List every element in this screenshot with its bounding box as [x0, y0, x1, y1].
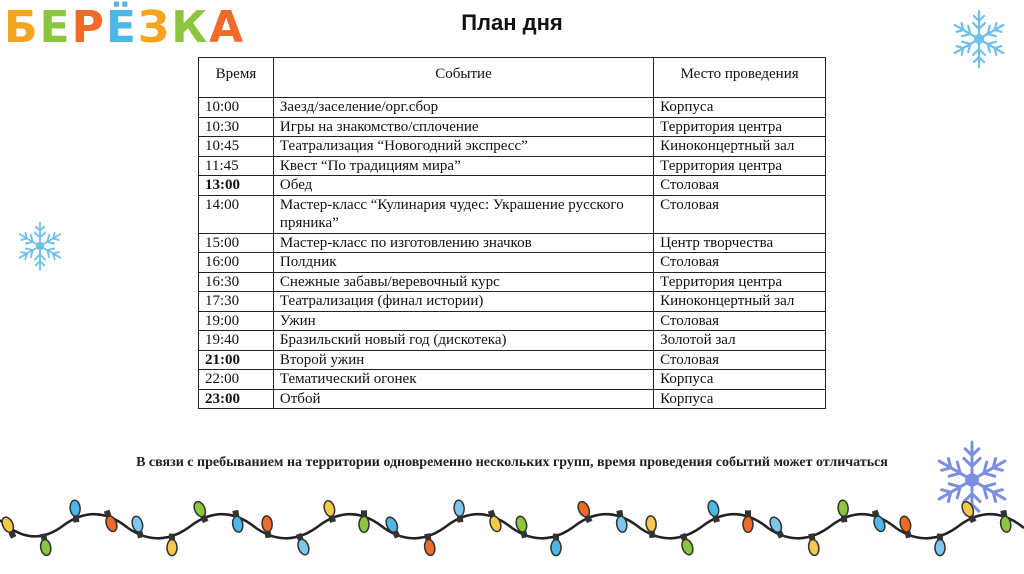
light-bulb [707, 500, 722, 524]
table-row [199, 253, 826, 273]
cell-place: Столовая [654, 253, 826, 273]
cell-place: Территория центра [654, 117, 826, 137]
cell-place: Территория центра [654, 156, 826, 176]
cell-place: Корпуса [654, 389, 826, 409]
header-place: Место проведения [654, 58, 826, 98]
cell-event: Театрализация “Новогодний экспресс” [273, 137, 653, 157]
disclaimer-note: В связи с пребыванием на территории одновременно нескольких групп, время проведения событий может отличаться [136, 455, 888, 470]
cell-place: Центр творчества [654, 233, 826, 253]
cell-event: Бразильский новый год (дискотека) [273, 331, 653, 351]
table-row [199, 98, 826, 118]
cell-place: Киноконцертный зал [654, 137, 826, 157]
light-bulb [359, 510, 369, 532]
cell-event: Мастер-класс “Кулинария чудес: Украшение русского пряника” [273, 195, 653, 233]
light-bulb [998, 510, 1012, 533]
light-bulb [743, 510, 753, 532]
table-row [199, 195, 826, 233]
table-row [199, 233, 826, 253]
logo-letter: Е [39, 2, 72, 53]
table-row [199, 311, 826, 331]
logo-letter: Ё [105, 2, 138, 53]
light-bulb [768, 515, 786, 539]
light-bulb [870, 509, 887, 533]
light-bulb [323, 500, 338, 524]
cell-event: Обед [273, 176, 653, 196]
cell-time: 10:45 [199, 137, 274, 157]
light-bulb [614, 510, 628, 533]
cell-time: 10:00 [199, 98, 274, 118]
logo-letter: А [209, 2, 246, 53]
light-bulb [384, 515, 402, 539]
table-row [199, 350, 826, 370]
cell-event: Игры на знакомство/сплочение [273, 117, 653, 137]
table-row [199, 292, 826, 312]
logo-letter: Б [4, 2, 40, 53]
cell-event: Заезд/заселение/орг.сбор [273, 98, 653, 118]
cell-time: 15:00 [199, 233, 274, 253]
table-row [199, 176, 826, 196]
cell-event: Мастер-класс по изготовлению значков [273, 233, 653, 253]
schedule-table [198, 57, 826, 409]
christmas-lights-icon [0, 480, 1024, 574]
light-bulb [102, 509, 119, 533]
cell-event: Квест “По традициям мира” [273, 156, 653, 176]
cell-time: 22:00 [199, 370, 274, 390]
light-bulb [678, 532, 695, 556]
cell-event: Отбой [273, 389, 653, 409]
cell-time: 10:30 [199, 117, 274, 137]
table-row [199, 117, 826, 137]
header-event: Событие [273, 58, 653, 98]
light-bulb [294, 532, 311, 556]
table-header-row [199, 58, 826, 98]
table-row [199, 272, 826, 292]
snowflake-icon [14, 220, 66, 272]
cell-event: Театрализация (финал истории) [273, 292, 653, 312]
header-time: Время [199, 58, 274, 98]
cell-event: Ужин [273, 311, 653, 331]
cell-place: Столовая [654, 311, 826, 331]
cell-place: Киноконцертный зал [654, 292, 826, 312]
cell-place: Столовая [654, 176, 826, 196]
cell-event: Снежные забавы/веревочный курс [273, 272, 653, 292]
table-row [199, 389, 826, 409]
cell-event: Второй ужин [273, 350, 653, 370]
cell-time: 23:00 [199, 389, 274, 409]
cell-place: Территория центра [654, 272, 826, 292]
page-title: План дня [461, 10, 563, 35]
cell-time: 19:00 [199, 311, 274, 331]
cell-place: Столовая [654, 195, 826, 233]
table-row [199, 370, 826, 390]
snowflake-icon [948, 8, 1010, 70]
cell-time: 11:45 [199, 156, 274, 176]
table-row [199, 137, 826, 157]
cell-time: 16:30 [199, 272, 274, 292]
cell-event: Полдник [273, 253, 653, 273]
cell-place: Золотой зал [654, 331, 826, 351]
cell-time: 17:30 [199, 292, 274, 312]
light-bulb [230, 510, 244, 533]
logo-letter: З [137, 2, 172, 53]
light-bulb [0, 515, 18, 539]
table-row [199, 156, 826, 176]
table-row [199, 331, 826, 351]
cell-time: 14:00 [199, 195, 274, 233]
cell-event: Тематический огонек [273, 370, 653, 390]
logo-letter: К [171, 2, 210, 53]
cell-place: Столовая [654, 350, 826, 370]
light-bulb [486, 509, 503, 533]
cell-time: 19:40 [199, 331, 274, 351]
cell-time: 16:00 [199, 253, 274, 273]
cell-place: Корпуса [654, 98, 826, 118]
cell-place: Корпуса [654, 370, 826, 390]
cell-time: 21:00 [199, 350, 274, 370]
logo-letter: Р [71, 2, 106, 53]
cell-time: 13:00 [199, 176, 274, 196]
